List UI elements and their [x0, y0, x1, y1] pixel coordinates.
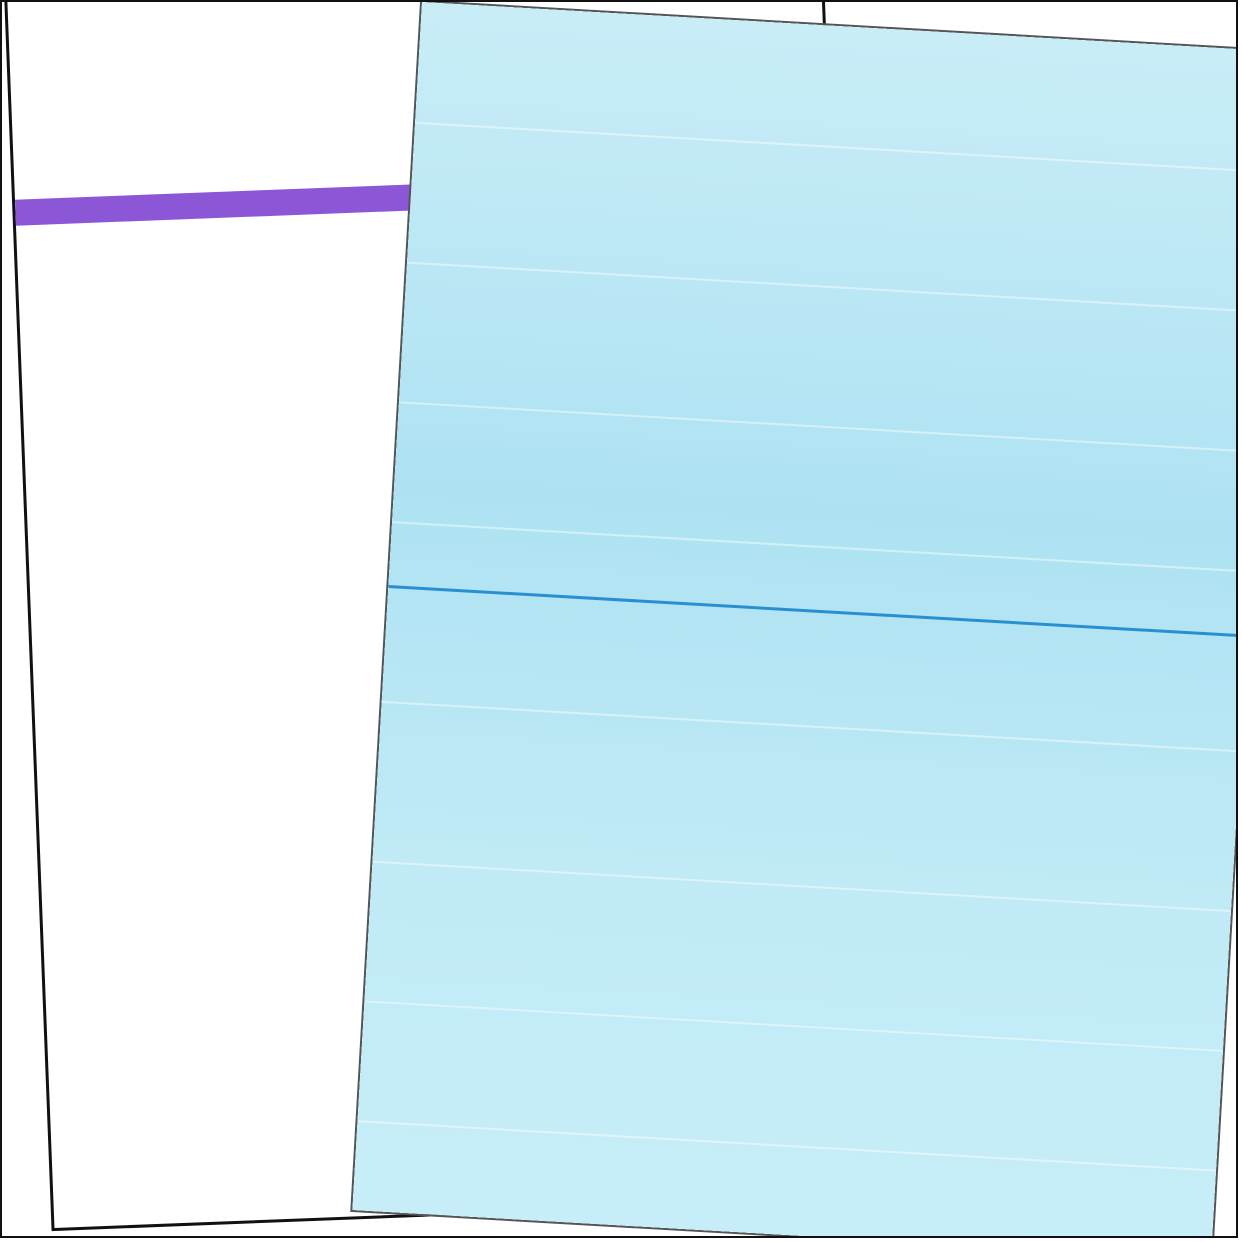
opponent-half	[388, 2, 1238, 635]
player-half	[352, 588, 1238, 1238]
game-board-sheet	[352, 2, 1238, 1238]
